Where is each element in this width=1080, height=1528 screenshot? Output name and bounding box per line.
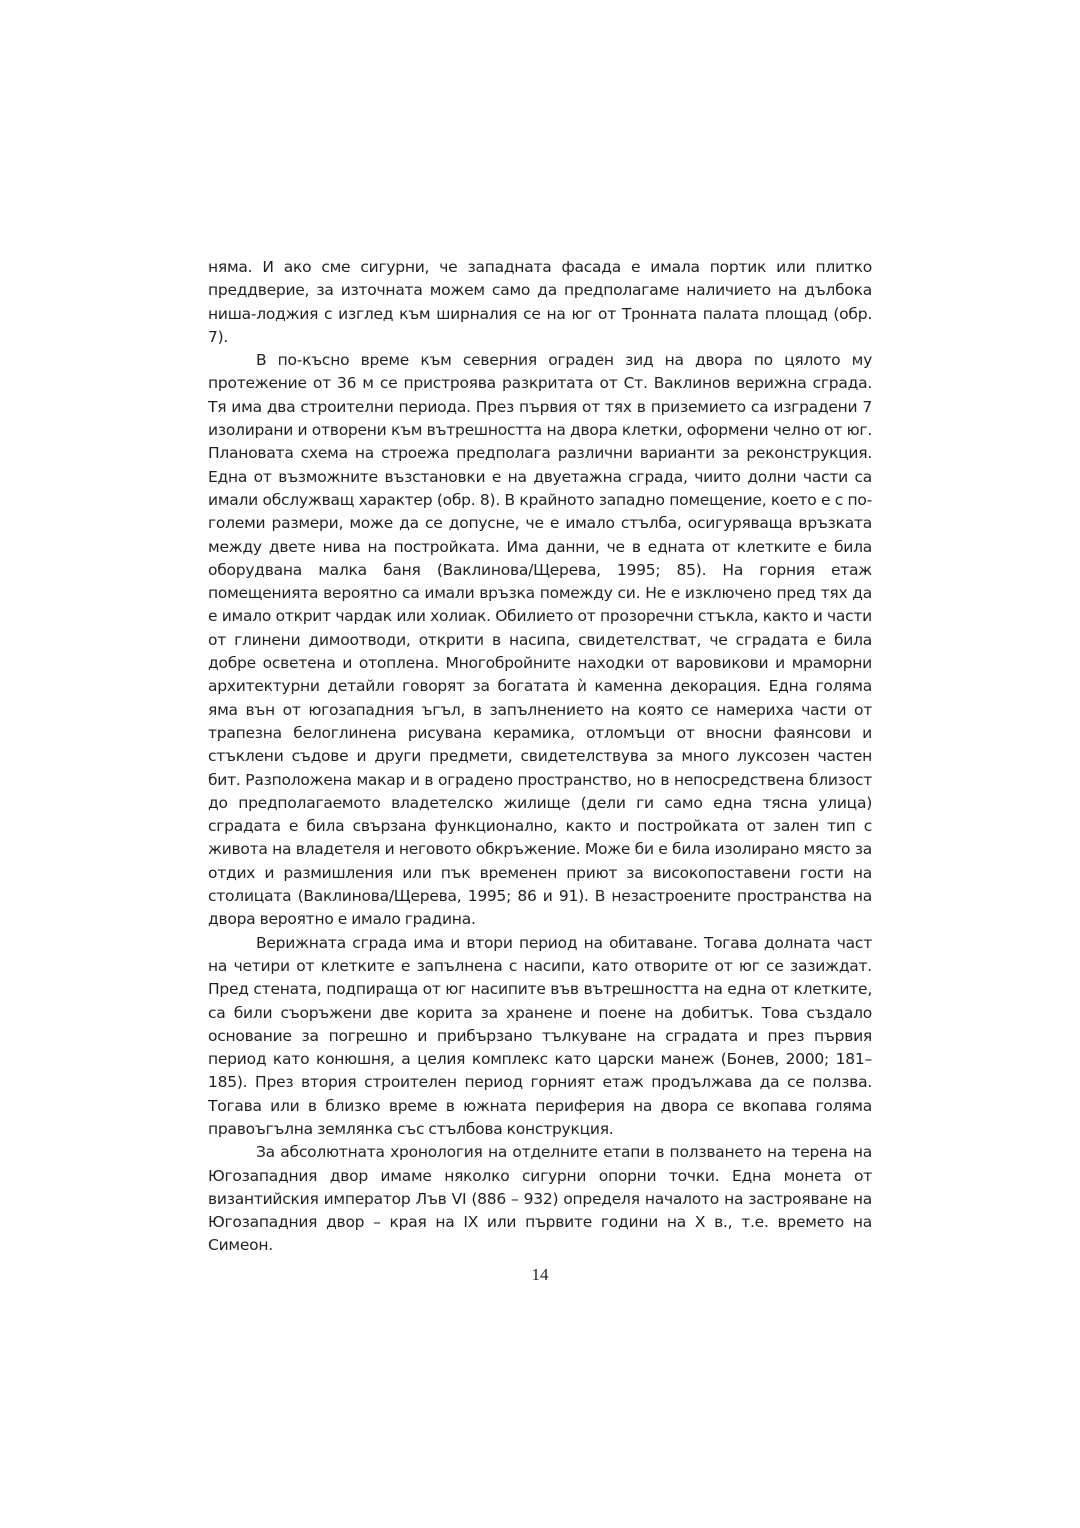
- paragraph-2: В по-късно време към северния ограден зид на двора по цялото му протежение от 36 м се пристроява разкритата от Ст. Ваклинов верижна сграда. Тя има два строителни периода. През първия от тях в приземието са изградени 7 изолирани и отворени към вътрешността на двора клетки, оформени челно от юг. Плановата схема на строежа предполага различни варианти за реконструкция. Една от възможните възстановки е на двуетажна сграда, чиито долни части са имали обслужващ характер (обр. 8). В крайното западно помещение, което е с по-големи размери, може да се допусне, че е имало стълба, осигуряваща връзката между двете нива на постройката. Има данни, че в едната от клетките е била оборудвана малка баня (Ваклинова/Щерева, 1995; 85). На горния етаж помещенията вероятно са имали връзка помежду си. Не е изключено пред тях да е имало открит чардак или холиак. Обилието от прозоречни стъкла, както и части от глинени димоотводи, открити в насипа, свидетелстват, че сградата е била добре осветена и отоплена. Многобройните находки от варовикови и мраморни архитектурни детайли говорят за богатата ѝ каменна декорация. Една голяма яма вън от югозападния ъгъл, в запълнението на която се намериха части от трапезна белоглинена рисувана керамика, отломъци от вносни фаянсови и стъклени съдове и други предмети, свидетелствува за много луксозен частен бит. Разположена макар и в оградено пространство, но в непосредствена близост до предполагаемото владетелско жилище (дели ги само една тясна улица) сградата е била свързана функционално, както и постройката от зален тип с живота на владетеля и неговото обкръжение. Може би е била изолирано място за отдих и размишления или пък временен приют за високопоставени гости на столицата (Ваклинова/Щерева, 1995; 86 и 91). В незастроените пространства на двора вероятно е имало градина.: [208, 351, 872, 929]
- page-number: 14: [531, 1265, 549, 1284]
- paragraph-3: Верижната сграда има и втори период на обитаване. Тогава долната част на четири от клетките е запълнена с насипи, като отворите от юг се зазиждат. Пред стената, подпираща от юг насипите във вътрешността на една от клетките, са били съоръжени две корита за хранене и поене на добитък. Това създало основание за погрешно и прибързано тълкуване на сградата и през първия период като конюшня, а целия комплекс като царски манеж (Бонев, 2000; 181–185). През втория строителен период горният етаж продължава да се ползва. Тогава или в близко време в южната периферия на двора се вкопава голяма правоъгълна землянка със стълбова конструкция.: [208, 933, 872, 1138]
- paragraph-1: няма. И ако сме сигурни, че западната фасада е имала портик или плитко преддверие, за източната можем само да предполагаме наличието на дълбока ниша-лоджия с изглед към ширналия се на юг от Тронната палата площад (обр. 7).: [208, 258, 872, 346]
- body-text: [208, 256, 872, 1258]
- paragraph-4: За абсолютната хронология на отделните етапи в ползването на терена на Югозападния двор имаме няколко сигурни опорни точки. Една монета от византийския император Лъв VI (886 – 932) определя началото на застрояване на Югозападния двор – края на IX или първите години на X в., т.е. времето на Симеон.: [208, 1143, 872, 1255]
